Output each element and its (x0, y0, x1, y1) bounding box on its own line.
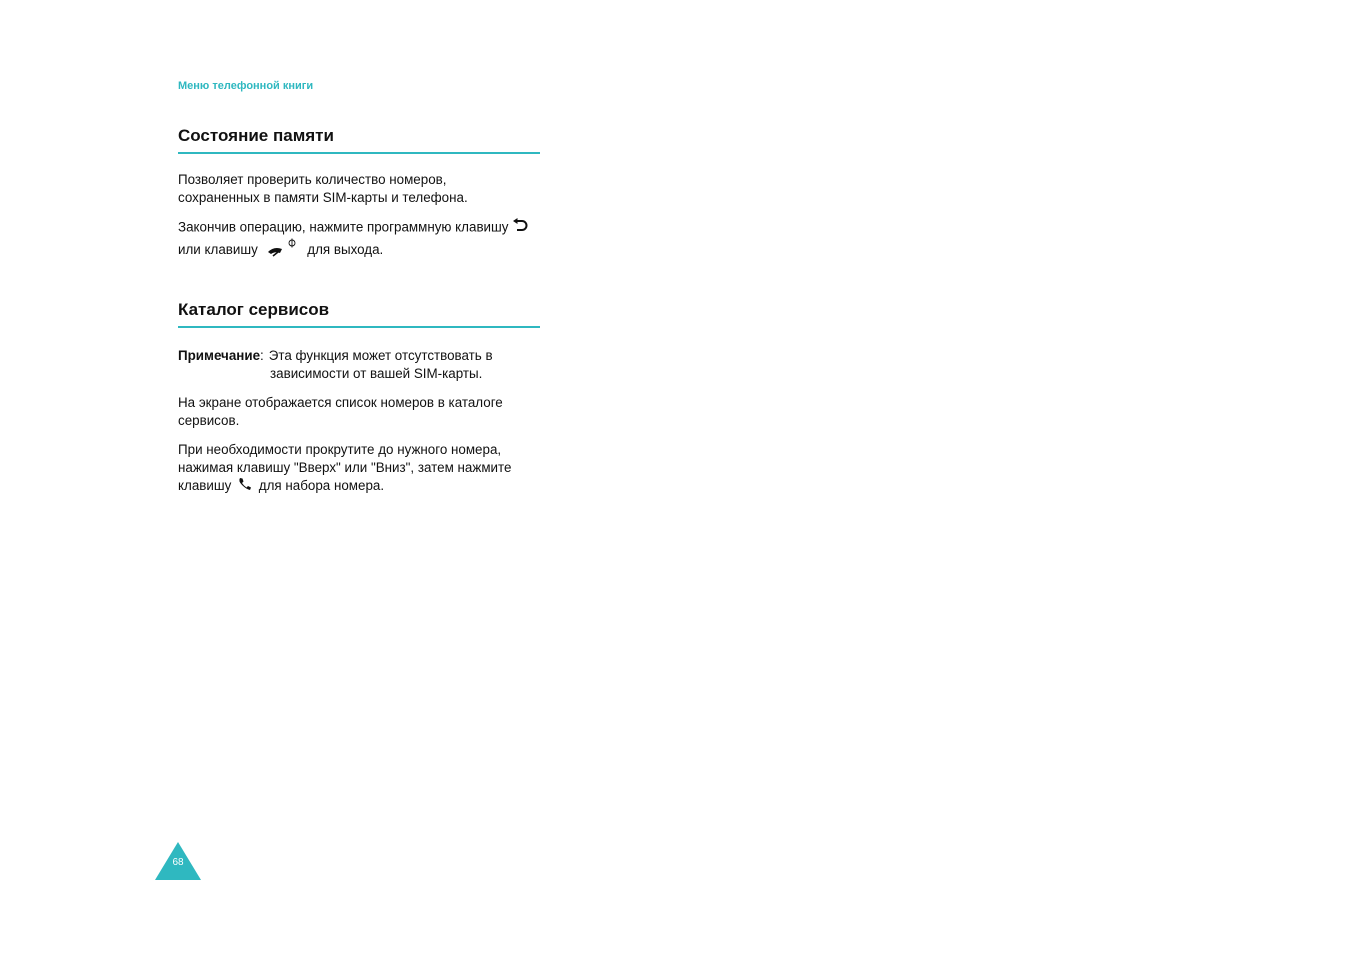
paragraph-dial-instructions (178, 441, 540, 496)
note-text: зависимости от вашей SIM-карты. (270, 366, 483, 381)
paragraph-line (178, 238, 540, 263)
note-line (178, 347, 540, 365)
paragraph-line: сервисов. (178, 413, 240, 428)
section-memory-status (178, 126, 540, 263)
paragraph-line: На экране отображается список номеров в каталоге (178, 395, 503, 410)
paragraph-line: нажимая клавишу "Вверх" или "Вниз", затем нажмите (178, 460, 512, 475)
note-line (178, 365, 540, 383)
note-block (178, 347, 540, 383)
page-number: 68 (172, 857, 184, 868)
paragraph-text: клавишу (178, 478, 232, 494)
section-service-catalog (178, 300, 540, 496)
note-label: Примечание (178, 348, 261, 363)
section-title-memory-status: Состояние памяти (178, 126, 540, 154)
end-call-power-icon (266, 238, 298, 263)
paragraph-exit-instructions (178, 218, 540, 263)
paragraph-line: Позволяет проверить количество номеров, (178, 172, 447, 187)
note-text: Эта функция может отсутствовать в (268, 348, 493, 363)
section-title-service-catalog: Каталог сервисов (178, 300, 540, 328)
paragraph-line: При необходимости прокрутите до нужного номера, (178, 442, 502, 457)
paragraph-line: сохраненных в памяти SIM-карты и телефона. (178, 190, 468, 205)
paragraph-text: для набора номера. (258, 478, 385, 494)
paragraph-memory-description (178, 171, 540, 207)
paragraph-line (178, 218, 540, 238)
paragraph-text: для выхода. (307, 242, 384, 258)
running-header: Меню телефонной книги (178, 80, 314, 92)
paragraph-text: или клавишу (178, 242, 258, 258)
paragraph-text: Закончив операцию, нажмите программную клавишу (178, 219, 509, 235)
back-arrow-icon (512, 218, 528, 238)
paragraph-catalog-description (178, 394, 540, 430)
send-call-icon (238, 477, 252, 496)
note-separator: : (260, 348, 264, 363)
paragraph-line (178, 477, 540, 496)
